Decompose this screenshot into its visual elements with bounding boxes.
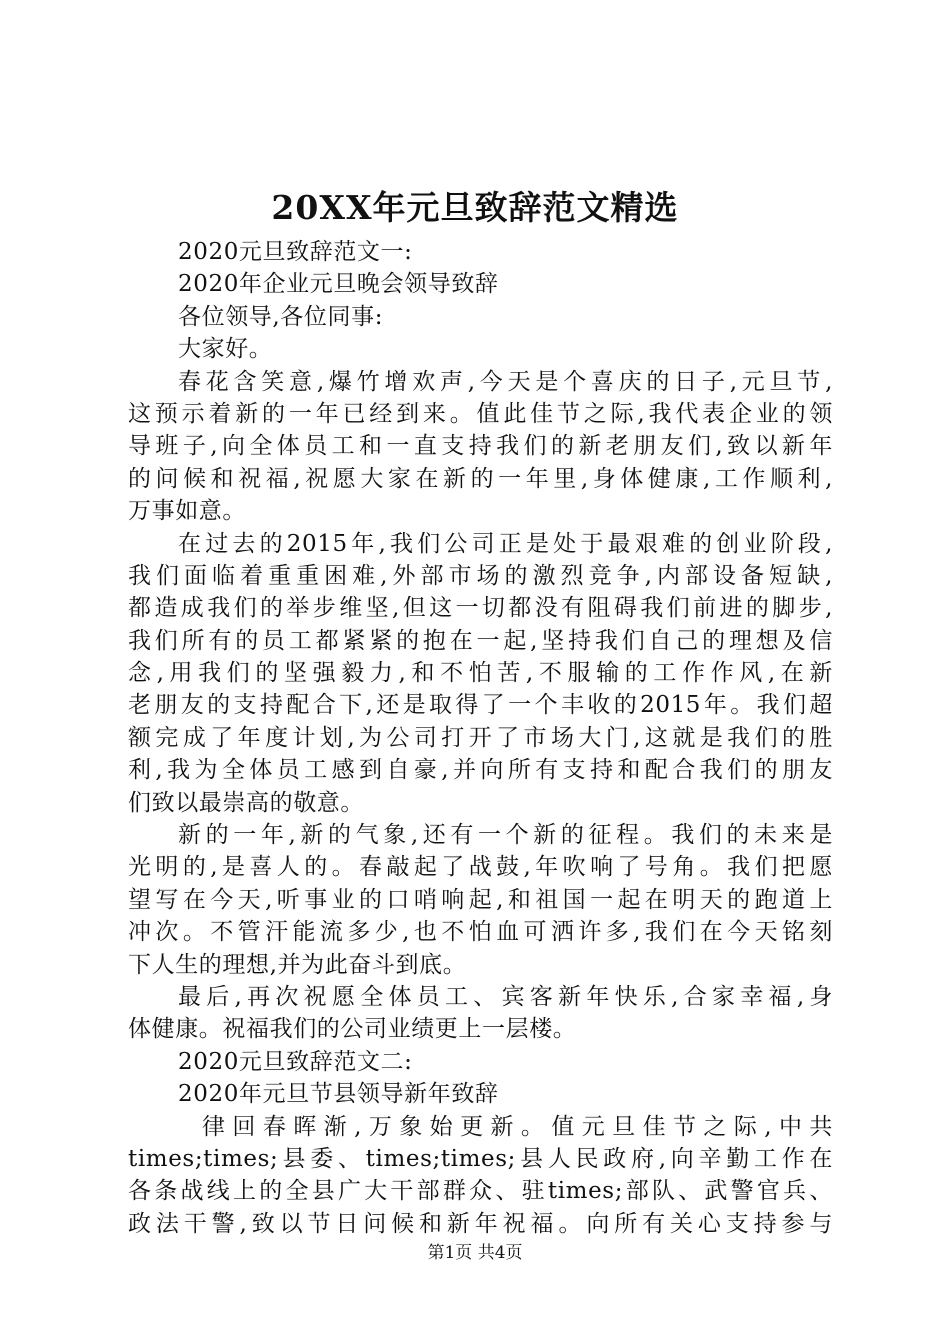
- text-line: 我们所有的员工都紧紧的抱在一起,坚持我们自己的理想及信: [128, 627, 833, 654]
- text-line: 2020元旦致辞范文一:: [178, 239, 413, 265]
- text-line: 2020年企业元旦晚会领导致辞: [178, 271, 499, 298]
- text-line: 念,用我们的坚强毅力,和不怕苦,不服输的工作作风,在新: [128, 660, 833, 687]
- text-line: 利,我为全体员工感到自豪,并向所有支持和配合我们的朋友: [128, 757, 833, 784]
- text-line: times;times;县委、times;times;县人民政府,向辛勤工作在: [128, 1145, 833, 1172]
- text-line: 都造成我们的举步维坚,但这一切都没有阻碍我们前进的脚步,: [128, 595, 833, 622]
- text-line: 大家好。: [178, 336, 273, 363]
- text-line: 各位领导,各位同事:: [178, 303, 384, 330]
- text-line: 光明的,是喜人的。春敲起了战鼓,年吹响了号角。我们把愿: [128, 854, 833, 881]
- text-line: 2020元旦致辞范文二:: [178, 1048, 413, 1075]
- document-title: 20XX年元旦致辞范文精选: [271, 188, 679, 227]
- text-line: 政法干警,致以节日问候和新年祝福。向所有关心支持参与: [128, 1210, 833, 1237]
- text-line: 老朋友的支持配合下,还是取得了一个丰收的2015年。我们超: [128, 692, 833, 719]
- text-line: 这预示着新的一年已经到来。值此佳节之际,我代表企业的领: [128, 400, 833, 427]
- document-body: [128, 236, 833, 1240]
- text-line: 导班子,向全体员工和一直支持我们的新老朋友们,致以新年: [128, 433, 833, 460]
- text-line: 下人生的理想,并为此奋斗到底。: [128, 951, 467, 978]
- text-line: 新的一年,新的气象,还有一个新的征程。我们的未来是: [178, 822, 833, 849]
- text-line: 我们面临着重重困难,外部市场的激烈竞争,内部设备短缺,: [128, 562, 833, 589]
- text-line: 律回春晖渐,万象始更新。值元旦佳节之际,中共: [202, 1113, 833, 1140]
- text-line: 春花含笑意,爆竹增欢声,今天是个喜庆的日子,元旦节,: [178, 368, 833, 395]
- text-line: 体健康。祝福我们的公司业绩更上一层楼。: [128, 1016, 577, 1043]
- text-line: 额完成了年度计划,为公司打开了市场大门,这就是我们的胜: [128, 724, 833, 751]
- page-footer: 第1页 共4页: [427, 1243, 523, 1263]
- text-line: 冲次。不管汗能流多少,也不怕血可洒许多,我们在今天铭刻: [128, 919, 833, 946]
- text-line: 在过去的2015年,我们公司正是处于最艰难的创业阶段,: [178, 530, 833, 557]
- text-line: 万事如意。: [128, 498, 246, 525]
- text-line: 各条战线上的全县广大干部群众、驻times;部队、武警官兵、: [128, 1178, 833, 1205]
- text-line: 2020年元旦节县领导新年致辞: [178, 1081, 499, 1108]
- text-line: 望写在今天,听事业的口哨响起,和祖国一起在明天的跑道上: [128, 886, 833, 913]
- text-line: 们致以最崇高的敬意。: [128, 789, 364, 816]
- text-line: 的问候和祝福,祝愿大家在新的一年里,身体健康,工作顺利,: [128, 465, 833, 492]
- text-line: 最后,再次祝愿全体员工、宾客新年快乐,合家幸福,身: [178, 983, 833, 1010]
